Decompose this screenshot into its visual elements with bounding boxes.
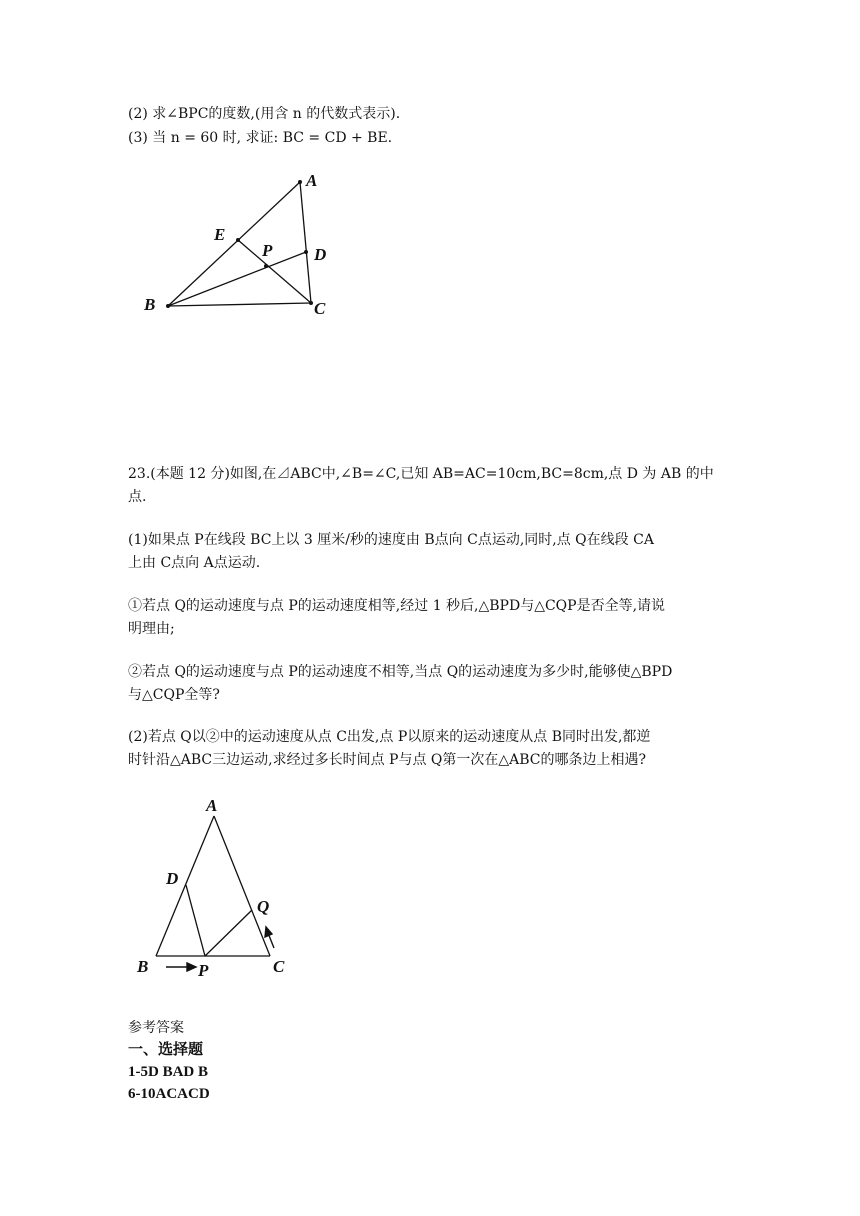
problem-23-q2-line-2: 时针沿△ABC三边运动,求经过多长时间点 P与点 Q第一次在△ABC的哪条边上相遇? (128, 752, 647, 768)
fig1-label-b: B (144, 295, 156, 314)
problem-23-statement-line-1: 23.(本题 12 分)如图,在⊿ABC中,∠B=∠C,已知 AB=AC=10cm,BC=8cm,点 D 为 AB 的中 (128, 466, 714, 482)
problem-23-sub1-line-1: ①若点 Q的运动速度与点 P的运动速度相等,经过 1 秒后,△BPD与△CQP是否全等,请说 (128, 598, 666, 614)
fig2-label-q: Q (257, 897, 270, 916)
fig2-label-d: D (166, 869, 179, 888)
problem-23-q2-line-1: (2)若点 Q以②中的运动速度从点 C出发,点 P以原来的运动速度从点 B同时出发,都逆 (128, 729, 651, 745)
question-part-3: (3) 当 n = 60 时, 求证: BC = CD + BE. (128, 130, 393, 146)
fig2-label-p: P (198, 961, 209, 980)
problem-23-sub1-line-2: 明理由; (128, 621, 175, 637)
answers-row-2: 6-10ACACD (128, 1086, 210, 1102)
problem-23-q1-line-2: 上由 C点向 A点运动. (128, 555, 261, 571)
fig1-label-e: E (214, 225, 226, 244)
answers-heading: 参考答案 (128, 1020, 184, 1036)
problem-23-sub2-line-1: ②若点 Q的运动速度与点 P的运动速度不相等,当点 Q的运动速度为多少时,能够使△BPD (128, 664, 673, 680)
fig1-label-c: C (314, 299, 326, 318)
fig2-label-b: B (137, 957, 149, 976)
fig2-label-a: A (206, 796, 218, 815)
fig1-label-d: D (314, 245, 327, 264)
answers-row-1: 1-5D BAD B (128, 1064, 209, 1080)
answers-section-title: 一、选择题 (128, 1042, 204, 1058)
problem-23-sub2-line-2: 与△CQP全等? (128, 687, 220, 703)
problem-23-statement-line-2: 点. (128, 489, 147, 505)
fig2-label-c: C (273, 957, 285, 976)
fig1-label-p: P (262, 241, 273, 260)
question-part-2: (2) 求∠BPC的度数,(用含 n 的代数式表示). (128, 106, 401, 122)
problem-23-q1-line-1: (1)如果点 P在线段 BC上以 3 厘米/秒的速度由 B点向 C点运动,同时,点 Q在线段 CA (128, 532, 654, 548)
fig1-label-a: A (306, 171, 318, 190)
